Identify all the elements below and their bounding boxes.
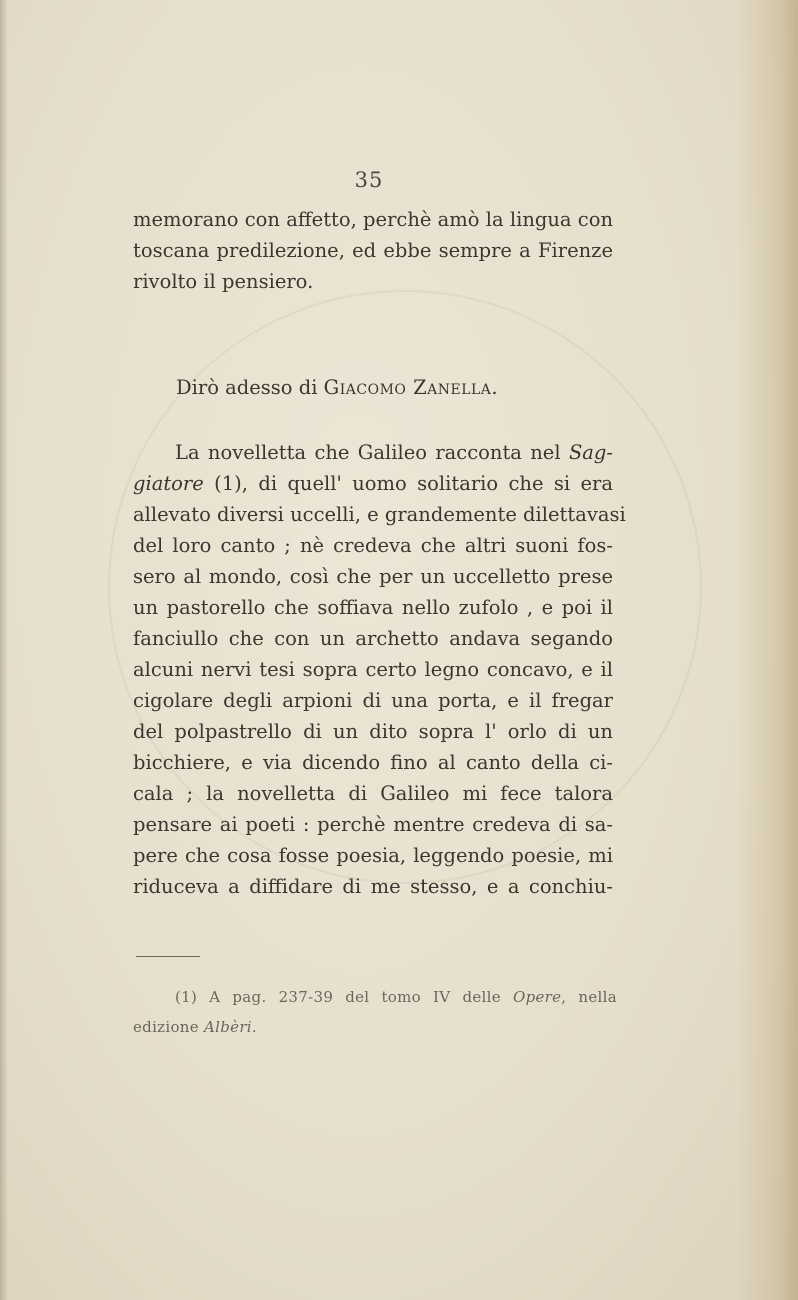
text-line: toscana predilezione, ed ebbe sempre a Firenze — [133, 239, 613, 262]
text-line: alcuni nervi tesi sopra certo legno concavo, e il — [133, 658, 613, 681]
text-line: del loro canto ; nè credeva che altri suoni fos- — [133, 534, 613, 557]
heading-line — [176, 372, 616, 403]
text-line: cala ; la novelletta di Galileo mi fece talora — [133, 782, 613, 805]
paragraph-continuation — [133, 204, 613, 297]
text-line: del polpastrello di un dito sopra l' orlo di un — [133, 720, 613, 743]
text-line: fanciullo che con un archetto andava segando — [133, 627, 613, 650]
paragraph-galileo — [133, 437, 626, 902]
text-segment: (1), di quell' uomo solitario che si era — [203, 472, 613, 495]
text-segment: edizione — [133, 1018, 205, 1036]
footnote-line — [133, 982, 617, 1012]
heading-prefix: Dirò adesso di — [176, 376, 324, 399]
text-line: sero al mondo, così che per un uccelletto prese — [133, 565, 613, 588]
text-line: un pastorello che soffiava nello zufolo , e poi il — [133, 596, 613, 619]
heading-author-name: Giacomo Zanella. — [323, 376, 499, 399]
text-line: bicchiere, e via dicendo fino al canto della ci- — [133, 751, 613, 774]
text-segment: La novelletta che Galileo racconta nel — [175, 441, 569, 464]
page-edge-discoloration — [738, 0, 798, 1300]
text-italic: Albèri. — [204, 1018, 257, 1036]
page-number: 35 — [354, 168, 384, 192]
text-line: allevato diversi uccelli, e grandemente dilettavasi — [133, 503, 626, 526]
text-line: pensare ai poeti : perchè mentre credeva di sa- — [133, 813, 613, 836]
text-italic: Opere — [512, 988, 562, 1006]
text-line — [133, 437, 613, 468]
text-line: rivolto il pensiero. — [133, 270, 314, 293]
text-segment: (1) A pag. 237-39 del tomo IV delle — [175, 988, 513, 1006]
section-heading — [176, 372, 616, 403]
text-line: riduceva a diffidare di me stesso, e a conchiu- — [133, 875, 613, 898]
text-line — [133, 468, 613, 499]
text-line: pere che cosa fosse poesia, leggendo poesie, mi — [133, 844, 613, 867]
text-line: memorano con affetto, perchè amò la lingua con — [133, 208, 613, 231]
footnote-separator — [136, 956, 200, 957]
text-italic: Sag- — [568, 441, 613, 464]
text-segment: , nella — [561, 988, 617, 1006]
text-line: cigolare degli arpioni di una porta, e il fregar — [133, 689, 613, 712]
text-italic: giatore — [133, 472, 204, 495]
footnote-line — [133, 1012, 617, 1042]
page-binding-shadow — [0, 0, 8, 1300]
footnote — [133, 982, 617, 1042]
